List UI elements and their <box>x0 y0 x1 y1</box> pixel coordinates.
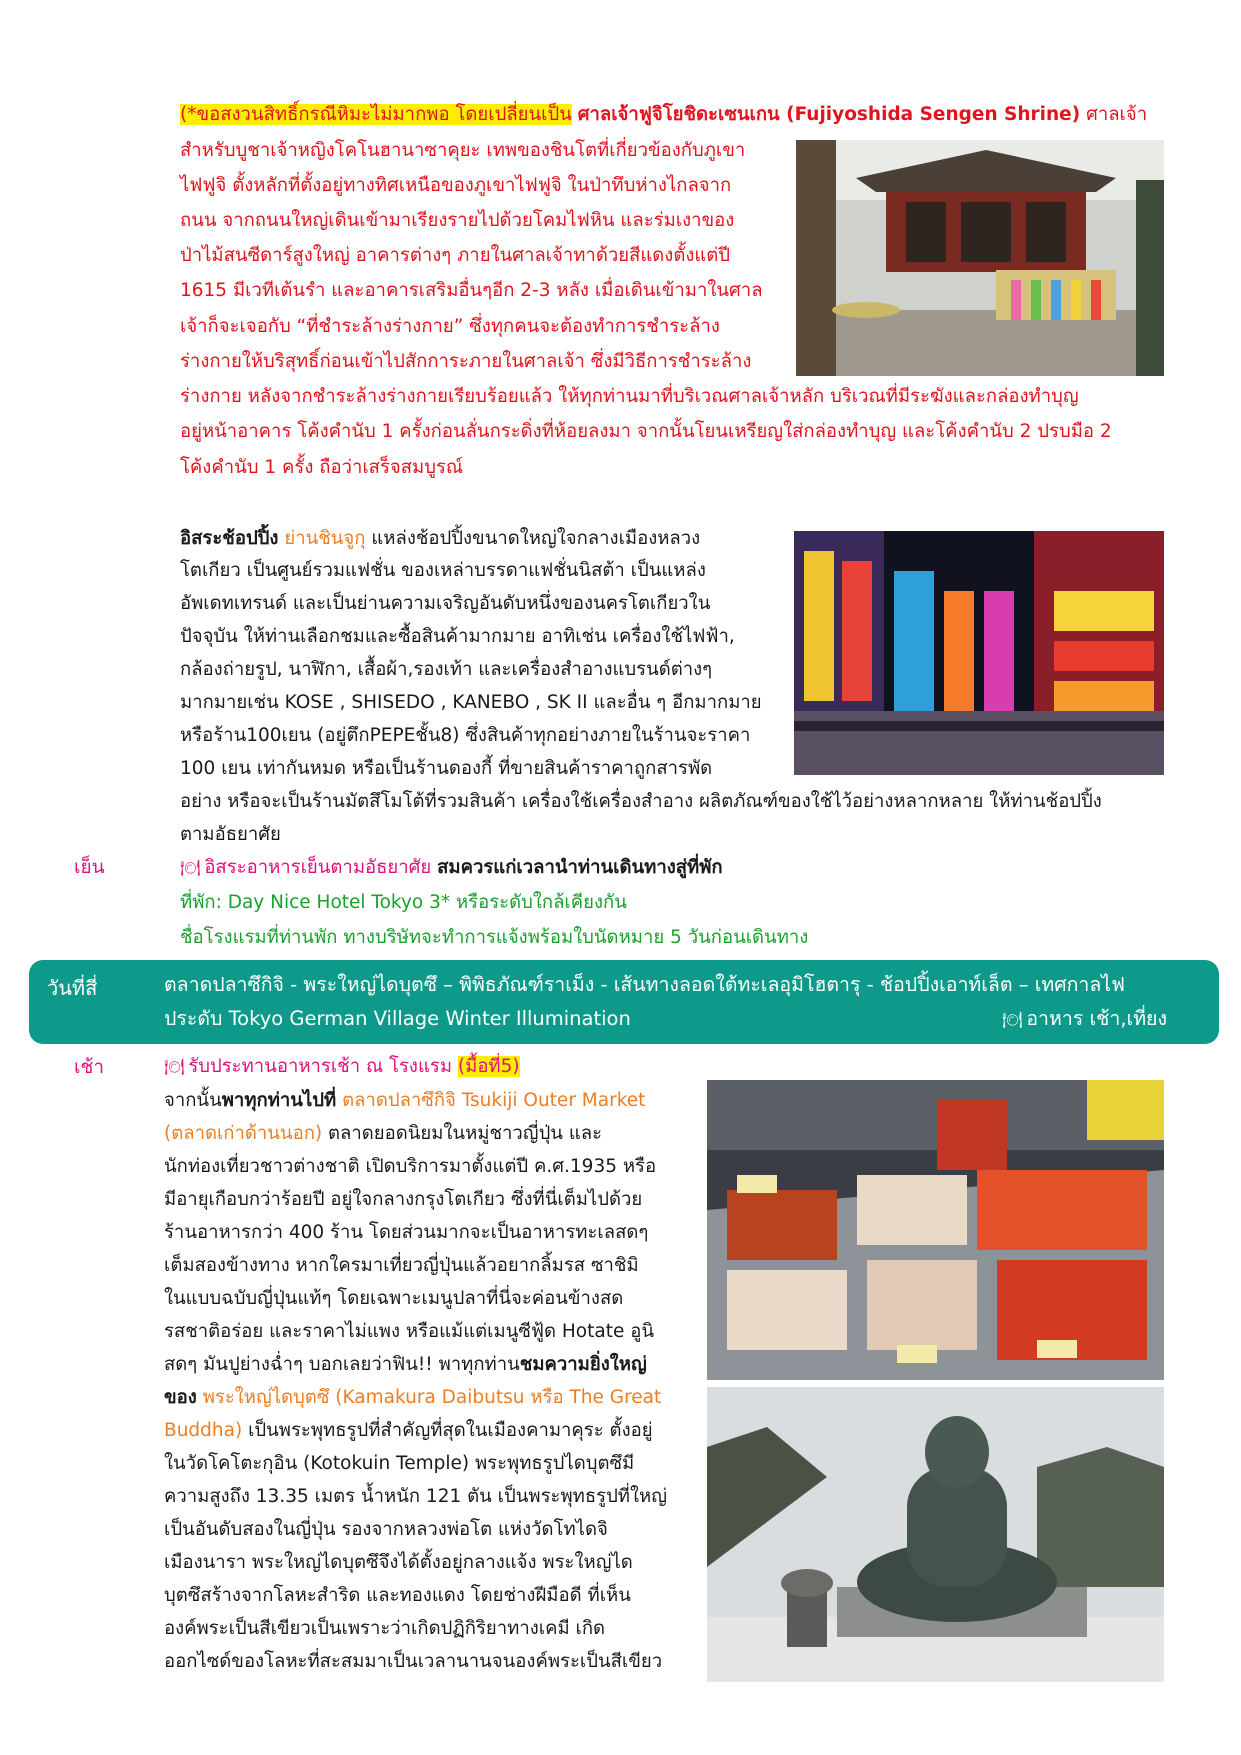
hotel-note: ชื่อโรงแรมที่ท่านพัก ทางบริษัทจะทำการแจ้งพร้อมใบนัดหมาย 5 วันก่อนเดินทาง <box>180 927 809 948</box>
market-sub: (ตลาดเก่าด้านนอก) <box>164 1123 323 1144</box>
buddha-line-1 <box>164 1413 653 1448</box>
lead-bold: พาทุกท่านไปที่ <box>221 1090 337 1111</box>
day-meals <box>1002 1002 1167 1037</box>
plate-cutlery-icon: 🍽 <box>180 858 201 877</box>
market-line-1 <box>164 1116 602 1151</box>
buddha-text: บุตซึสร้างจากโลหะสำริด และทองแดง โดยช่างฝีมือดี ที่เห็น <box>164 1585 631 1606</box>
shrine-text: ป่าไม้สนซีดาร์สูงใหญ่ อาคารต่างๆ ภายในศาลเจ้าทาด้วยสีแดงตั้งแต่ปี <box>180 245 731 266</box>
shrine-text: ร่างกายให้บริสุทธิ์ก่อนเข้าไปสักการะภายในศาลเจ้า ซึ่งมีวิธีการชำระล้าง <box>180 351 752 372</box>
fish-market-photo <box>707 1080 1164 1380</box>
shrine-intro: (*ขอสงวนสิทธิ์กรณีหิมะไม่มากพอ โดยเปลี่ยนเป็น <box>180 104 572 125</box>
shrine-text: 1615 มีเวทีเต้นรำ และอาคารเสริมอื่นๆอีก 2-3 หลัง เมื่อเดินเข้ามาในศาล <box>180 280 763 301</box>
breakfast-text: รับประทานอาหารเช้า ณ โรงแรม <box>188 1056 453 1077</box>
breakfast-line <box>164 1049 520 1084</box>
hotel-info: ที่พัก: Day Nice Hotel Tokyo 3* หรือระดับใกล้เคียงกัน <box>180 892 627 913</box>
shinjuku-text: มากมายเช่น KOSE , SHISEDO , KANEBO , SK II และอื่น ๆ อีกมากมาย <box>180 692 762 713</box>
shinjuku-text: โตเกียว เป็นศูนย์รวมแฟชั่น ของเหล่าบรรดาแฟชั่นนิสต้า เป็นแหล่ง <box>180 560 706 581</box>
shinjuku-text: อย่าง หรือจะเป็นร้านมัตสึโมโต้ที่รวมสินค้า เครื่องใช้เครื่องสำอาง ผลิตภัณฑ์ของใช้ไว้อย่างหลากหลาย ให้ท่านช้อปปิ้ง <box>180 791 1102 812</box>
market-line-0 <box>164 1083 645 1118</box>
shrine-text: ถนน จากถนนใหญ่เดินเข้ามาเรียงรายไปด้วยโคมไฟหิน และร่มเงาของ <box>180 210 735 231</box>
shinjuku-place: ย่านชินจูกุ <box>284 528 366 549</box>
buddha-text: เป็นพระพุทธรูปที่สำคัญที่สุดในเมืองคามาคุระ ตั้งอยู่ <box>248 1420 653 1441</box>
buddha-text: ในวัดโคโตะกุอิน (Kotokuin Temple) พระพุทธรูปไดบุตซึมี <box>164 1453 635 1474</box>
shrine-text: ร่างกาย หลังจากชำระล้างร่างกายเรียบร้อยแล้ว ให้ทุกท่านมาที่บริเวณศาลเจ้าหลัก บริเวณที่มีระฆังและกล่องทำบุญ <box>180 386 1079 407</box>
market-text: นักท่องเที่ยวชาวต่างชาติ เปิดบริการมาตั้งแต่ปี ค.ศ.1935 หรือ <box>164 1156 657 1177</box>
day-route-line: ประดับ Tokyo German Village Winter Illumination <box>164 1007 631 1030</box>
buddha-text: เป็นอันดับสองในญี่ปุ่น รองจากหลวงพ่อโต แห่งวัดโทไดจิ <box>164 1519 608 1540</box>
shinjuku-text: แหล่งช้อปปิ้งขนาดใหญ่ใจกลางเมืองหลวง <box>371 528 701 549</box>
morning-label: เช้า <box>74 1056 105 1078</box>
lead-text: จากนั้น <box>164 1090 222 1111</box>
evening-meal: อิสระอาหารเย็นตามอัธยาศัย <box>204 857 432 878</box>
shinjuku-photo <box>794 531 1164 775</box>
shrine-text: ไฟฟูจิ ตั้งหลักที่ตั้งอยู่ทางทิศเหนือของภูเขาไฟฟูจิ ในป่าทึบห่างไกลจาก <box>180 175 732 196</box>
shinjuku-text: หรือร้าน100เยน (อยู่ตึกPEPEชั้น8) ซึ่งสินค้าทุกอย่างภายในร้านจะราคา <box>180 725 751 746</box>
day-header-band <box>29 960 1219 1044</box>
day-label: วันที่สี่ <box>47 976 98 1000</box>
shinjuku-text: ตามอัธยาศัย <box>180 824 281 845</box>
market-name: ตลาดปลาซึกิจิ Tsukiji Outer Market <box>342 1090 646 1111</box>
shrine-text: เจ้าก็จะเจอกับ “ที่ชำระล้างร่างกาย” ซึ่งทุกคนจะต้องทำการชำระล้าง <box>180 316 720 337</box>
market-text: เต็มสองข้างทาง หากใครมาเที่ยวญี่ปุ่นแล้วอยากลิ้มรส ซาชิมิ <box>164 1255 639 1276</box>
shrine-photo <box>796 140 1164 376</box>
lead-bold: ชมความยิ่งใหญ่ <box>519 1354 647 1375</box>
lead-bold: ของ <box>164 1387 197 1408</box>
market-line-8 <box>164 1347 647 1382</box>
shrine-text: ศาลเจ้า <box>1086 104 1148 125</box>
buddha-text: ออกไซด์ของโลหะที่สะสมมาเป็นเวลานานจนองค์พระเป็นสีเขียว <box>164 1651 663 1672</box>
market-text: ตลาดยอดนิยมในหมู่ชาวญี่ปุ่น และ <box>328 1123 603 1144</box>
day-meals-text: อาหาร เช้า,เที่ยง <box>1026 1007 1167 1030</box>
shinjuku-text: ปัจจุบัน ให้ท่านเลือกชมและซื้อสินค้ามากมาย อาทิเช่น เครื่องใช้ไฟฟ้า, <box>180 626 735 647</box>
day-route-line: ตลาดปลาซึกิจิ - พระใหญ่ไดบุตซึ – พิพิธภัณฑ์ราเม็ง - เส้นทางลอดใต้ทะเลอุมิโฮตารุ - ช้อปปิ้งเอาท์เล็ต – เทศกาลไฟ <box>164 973 1125 996</box>
buddha-text: ความสูงถึง 13.35 เมตร น้ำหนัก 121 ตัน เป็นพระพุทธรูปที่ใหญ่ <box>164 1486 667 1507</box>
market-text: ร้านอาหารกว่า 400 ร้าน โดยส่วนมากจะเป็นอาหารทะเลสดๆ <box>164 1222 649 1243</box>
shrine-text: อยู่หน้าอาคาร โค้งคำนับ 1 ครั้งก่อนลั่นกระดิ่งที่ห้อยลงมา จากนั้นโยนเหรียญใส่กล่องทำบุญ และโค้งคำนับ 2 ปรบมือ 2 <box>180 421 1112 442</box>
plate-cutlery-icon: 🍽 <box>164 1057 185 1076</box>
shrine-text: โค้งคำนับ 1 ครั้ง ถือว่าเสร็จสมบูรณ์ <box>180 457 464 478</box>
shinjuku-text: กล้องถ่ายรูป, นาฬิกา, เสื้อผ้า,รองเท้า และเครื่องสำอางแบรนด์ต่างๆ <box>180 659 713 680</box>
evening-meal-line <box>180 850 723 885</box>
market-text: รสชาติอร่อย และราคาไม่แพง หรือแม้แต่เมนูซีฟู้ด Hotate อูนิ <box>164 1321 654 1342</box>
buddha-line-0 <box>164 1380 661 1415</box>
shinjuku-text: 100 เยน เท่ากันหมด หรือเป็นร้านดองกี้ ที่ขายสินค้าราคาถูกสารพัด <box>180 758 713 779</box>
shinjuku-lead: อิสระช้อปปิ้ง <box>180 528 279 549</box>
meal-count: (มื้อที่5) <box>457 1056 520 1077</box>
market-text: ในแบบฉบับญี่ปุ่นแท้ๆ โดยเฉพาะเมนูปลาที่นี่จะค่อนข้างสด <box>164 1288 624 1309</box>
great-buddha-photo <box>707 1387 1164 1682</box>
buddha-name: Buddha) <box>164 1420 243 1441</box>
evening-note: สมควรแก่เวลานำท่านเดินทางสู่ที่พัก <box>437 857 723 878</box>
shinjuku-text: อัพเดทเทรนด์ และเป็นย่านความเจริญอันดับหนึ่งของนครโตเกียวใน <box>180 593 711 614</box>
market-text: สดๆ มันปูย่างฉ่ำๆ บอกเลยว่าฟิน!! พาทุกท่าน <box>164 1354 520 1375</box>
shrine-name: ศาลเจ้าฟูจิโยชิดะเซนเกน (Fujiyoshida Sengen Shrine) <box>577 104 1081 125</box>
shrine-text: สำหรับบูชาเจ้าหญิงโคโนฮานาซาคุยะ เทพของชินโตที่เกี่ยวข้องกับภูเขา <box>180 140 746 161</box>
buddha-name: พระใหญ่ไดบุตซึ (Kamakura Daibutsu หรือ The Great <box>202 1387 662 1408</box>
evening-label: เย็น <box>74 856 105 878</box>
buddha-text: องค์พระเป็นสีเขียวเป็นเพราะว่าเกิดปฏิกิริยาทางเคมี เกิด <box>164 1618 606 1639</box>
buddha-text: เมืองนารา พระใหญ่ไดบุตซึจึงได้ตั้งอยู่กลางแจ้ง พระใหญ่ได <box>164 1552 633 1573</box>
plate-cutlery-icon: 🍽 <box>1002 1010 1023 1029</box>
market-text: มีอายุเกือบกว่าร้อยปี อยู่ใจกลางกรุงโตเกียว ซึ่งที่นี่เต็มไปด้วย <box>164 1189 643 1210</box>
shinjuku-line-0 <box>180 521 700 556</box>
shrine-line-0 <box>180 97 1147 132</box>
